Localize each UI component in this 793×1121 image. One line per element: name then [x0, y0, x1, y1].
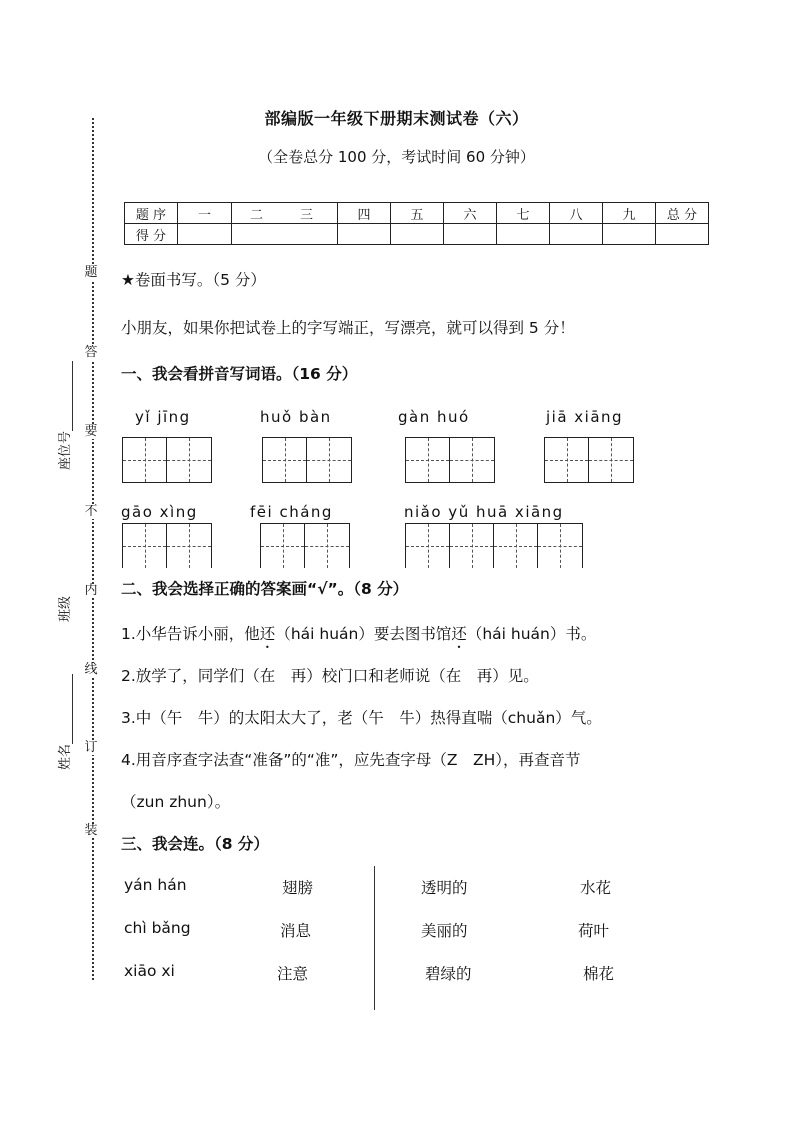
match-noun-2[interactable]: 荷叶	[578, 922, 610, 940]
question-2-4[interactable]: 4.用音序查字法查“准备”的“准”，应先查字母（Z ZH），再查音节	[121, 751, 581, 769]
pinyin-7: niǎo yǔ huā xiāng	[404, 503, 564, 521]
margin-char-2: 答	[84, 345, 98, 360]
margin-char-7: 订	[84, 740, 98, 755]
pinyin-5: gāo xìng	[121, 503, 198, 521]
score-header-cell: 七	[497, 203, 550, 224]
score-cell[interactable]	[656, 224, 709, 245]
question-2-2[interactable]: 2.放学了，同学们（在 再）校门口和老师说（在 再）见。	[121, 667, 539, 685]
q1-text-a: 1.小华告诉小丽，他	[121, 625, 260, 643]
score-cell[interactable]	[338, 224, 391, 245]
match-pinyin-2[interactable]: chì bǎng	[124, 919, 191, 937]
match-adj-2[interactable]: 美丽的	[421, 922, 468, 940]
writing-grid-4[interactable]	[544, 437, 634, 483]
section-1-title: 一、我会看拼音写词语。（16 分）	[121, 365, 358, 383]
margin-char-4: 不	[84, 504, 98, 519]
score-header-cell: 三	[299, 207, 313, 223]
question-2-1	[121, 622, 596, 652]
exam-info: （全卷总分 100 分，考试时间 60 分钟）	[258, 148, 535, 166]
question-2-4-cont[interactable]: （zun zhun）。	[121, 793, 231, 811]
score-table-score-row	[125, 224, 709, 245]
score-header-cell: 一	[178, 203, 232, 224]
pinyin-1: yǐ jīng	[135, 408, 191, 426]
score-header-cell: 二	[249, 207, 263, 223]
writing-grid-6[interactable]	[260, 523, 350, 568]
writing-grid-3[interactable]	[405, 437, 495, 483]
score-cell[interactable]	[232, 224, 338, 245]
score-header-cell: 总 分	[656, 203, 709, 224]
score-row-label: 得 分	[125, 224, 178, 245]
q1-text-c[interactable]: （hái huán）要去图书馆	[275, 625, 452, 643]
writing-grid-1[interactable]	[122, 437, 212, 483]
pinyin-6: fēi cháng	[250, 503, 333, 521]
q1-marked-char-2: 还	[451, 625, 467, 643]
class-field[interactable]	[54, 502, 73, 622]
match-adj-3[interactable]: 碧绿的	[425, 965, 472, 983]
score-header-cell-merged	[232, 203, 338, 224]
score-cell[interactable]	[444, 224, 497, 245]
pinyin-4: jiā xiāng	[546, 408, 624, 426]
score-table-header-row	[125, 203, 709, 224]
score-header-cell: 题 序	[125, 203, 178, 224]
q1-marked-char-1: 还	[259, 625, 276, 643]
margin-char-5: 内	[84, 583, 98, 598]
writing-grid-2[interactable]	[262, 437, 352, 483]
name-field[interactable]	[54, 650, 73, 770]
seat-number-label: 座位号	[58, 430, 73, 470]
score-table	[124, 202, 709, 245]
margin-char-6: 线	[84, 662, 98, 677]
writing-grid-7[interactable]	[405, 523, 583, 568]
handwriting-title: ★卷面书写。（5 分）	[121, 271, 266, 289]
score-cell[interactable]	[550, 224, 603, 245]
page-title: 部编版一年级下册期末测试卷（六）	[264, 109, 529, 128]
margin-char-1: 题	[84, 265, 98, 280]
match-noun-3[interactable]: 棉花	[583, 965, 615, 983]
q1-text-e[interactable]: （hái huán）书。	[466, 625, 597, 643]
class-label: 班级	[58, 595, 73, 622]
margin-char-8: 装	[84, 823, 98, 838]
match-adj-1[interactable]: 透明的	[421, 879, 468, 897]
score-cell[interactable]	[391, 224, 444, 245]
score-cell[interactable]	[497, 224, 550, 245]
match-pinyin-3[interactable]: xiāo xi	[124, 962, 175, 980]
score-header-cell: 四	[338, 203, 391, 224]
match-word-3[interactable]: 注意	[277, 965, 309, 983]
match-noun-1[interactable]: 水花	[580, 879, 612, 897]
match-word-2[interactable]: 消息	[280, 922, 312, 940]
binding-dotted-line	[92, 118, 94, 980]
question-2-3[interactable]: 3.中（午 牛）的太阳太大了，老（午 牛）热得直喘（chuǎn）气。	[121, 709, 602, 727]
score-cell[interactable]	[178, 224, 232, 245]
writing-grid-5[interactable]	[122, 523, 212, 568]
pinyin-3: gàn huó	[398, 408, 470, 426]
handwriting-text: 小朋友，如果你把试卷上的字写端正，写漂亮，就可以得到 5 分！	[121, 319, 575, 337]
margin-char-3: 要	[84, 424, 98, 439]
name-label: 姓名	[58, 743, 73, 770]
column-divider	[374, 866, 375, 1010]
pinyin-2: huǒ bàn	[260, 408, 332, 426]
match-word-1[interactable]: 翅膀	[282, 879, 314, 897]
section-3-title: 三、我会连。（8 分）	[121, 835, 269, 853]
score-cell[interactable]	[603, 224, 656, 245]
score-header-cell: 八	[550, 203, 603, 224]
match-pinyin-1[interactable]: yán hán	[124, 876, 187, 894]
score-header-cell: 九	[603, 203, 656, 224]
score-header-cell: 五	[391, 203, 444, 224]
score-header-cell: 六	[444, 203, 497, 224]
seat-number-field[interactable]	[54, 350, 73, 470]
section-2-title: 二、我会选择正确的答案画“√”。（8 分）	[121, 580, 409, 598]
